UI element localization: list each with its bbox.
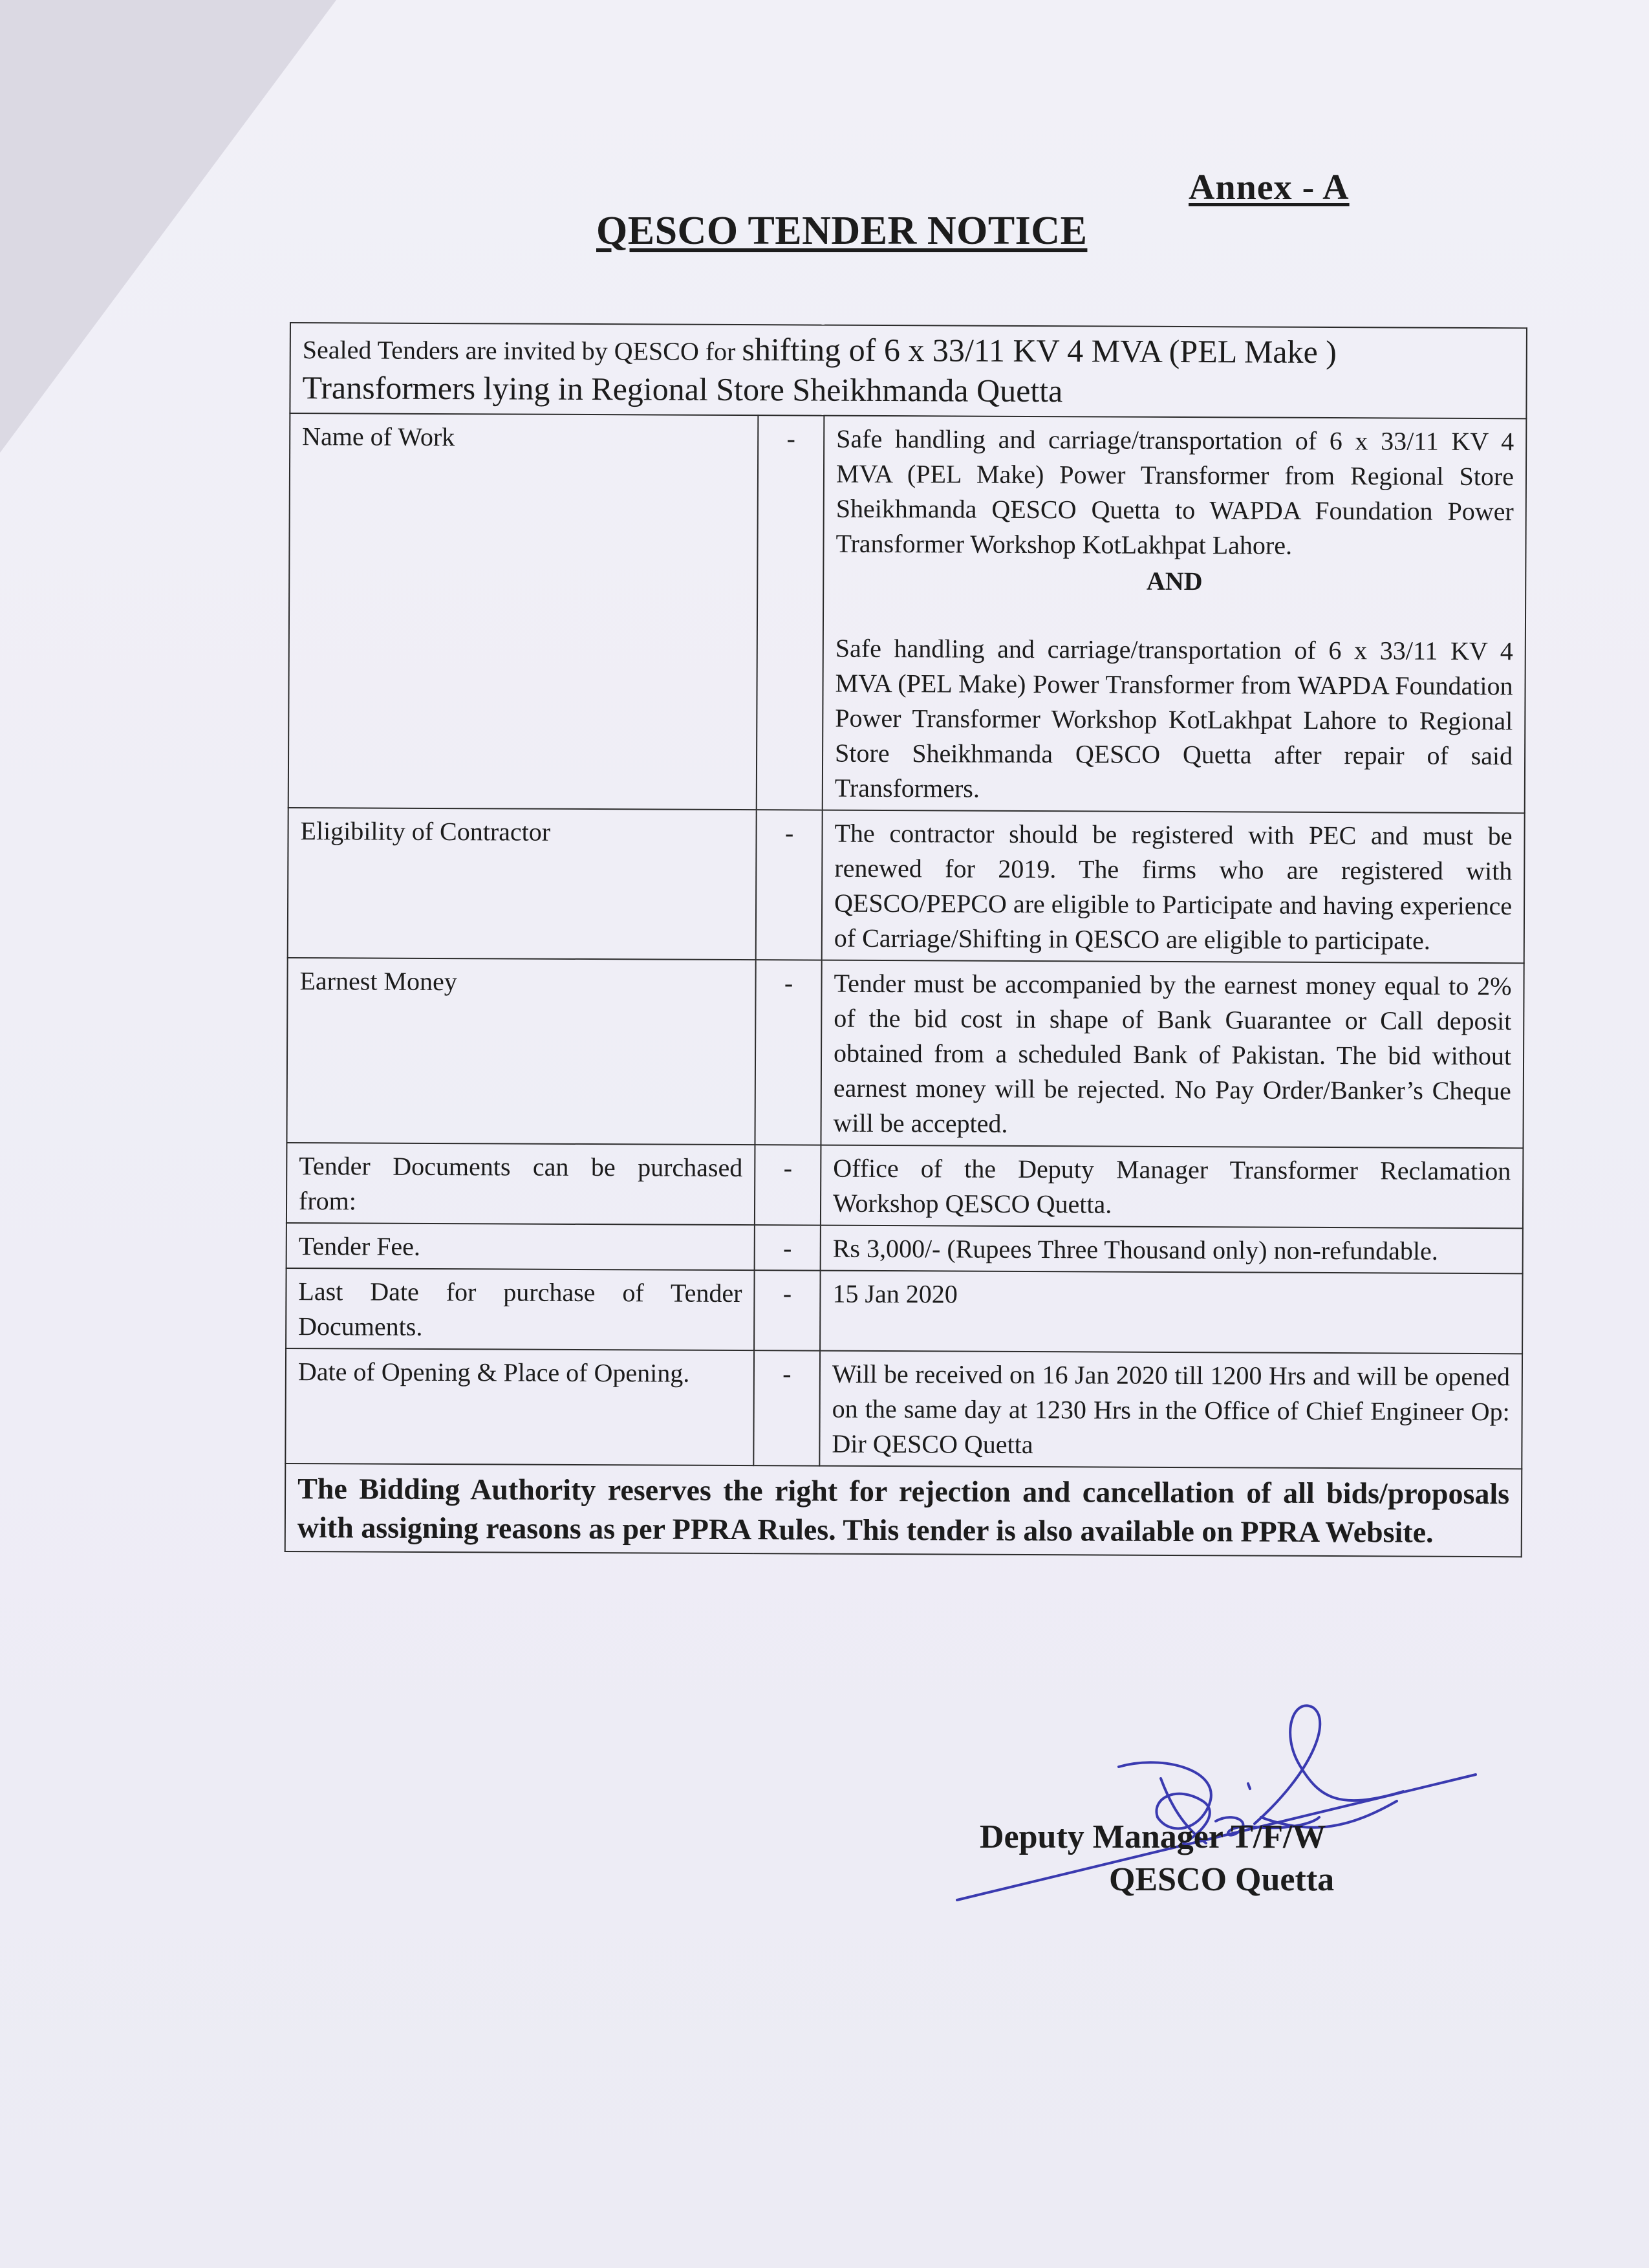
table-row	[288, 808, 1525, 963]
intro-subject-line2: Transformers lying in Regional Store Sheikhmanda Quetta	[302, 369, 1063, 409]
row-detail: Rs 3,000/- (Rupees Three Thousand only) non-refundable.	[821, 1226, 1523, 1274]
intro-row	[290, 323, 1527, 418]
row-label: Last Date for purchase of Tender Documents.	[286, 1268, 755, 1350]
table-row	[286, 1268, 1523, 1354]
tender-table	[285, 322, 1527, 1557]
row-detail: 15 Jan 2020	[820, 1271, 1523, 1354]
intro-subject-line1: shifting of 6 x 33/11 KV 4 MVA (PEL Make )	[742, 331, 1337, 371]
row-dash: -	[755, 1225, 821, 1270]
row-dash: -	[757, 415, 824, 810]
intro-prefix: Sealed Tenders are invited by QESCO for	[302, 335, 742, 367]
row-detail: Tender must be accompanied by the earnest money equal to 2% of the bid cost in shape of Bank Guarantee or Call deposit obtained from a scheduled Bank of Pakistan. The bid without earnest money will be rejected. No Pay Order/Banker’s Cheque will be accepted.	[821, 960, 1524, 1149]
row-detail: The contractor should be registered with PEC and must be renewed for 2019. The firms who are registered with QESCO/PEPCO are eligible to Participate and having experience of Carriage/Shifting in QESCO are eligible to participate.	[822, 810, 1525, 964]
row-detail: Office of the Deputy Manager Transformer Reclamation Workshop QESCO Quetta.	[821, 1145, 1524, 1229]
intro-cell	[290, 323, 1527, 418]
row-dash: -	[753, 1350, 820, 1465]
page-title: QESCO TENDER NOTICE	[596, 209, 1088, 253]
folded-corner	[0, 0, 336, 453]
row-label: Tender Documents can be purchased from:	[286, 1143, 755, 1225]
row-dash: -	[755, 960, 821, 1145]
row-label: Date of Opening & Place of Opening.	[285, 1348, 754, 1465]
table-row	[286, 1223, 1523, 1273]
row-detail: Will be received on 16 Jan 2020 till 1200 Hrs and will be opened on the same day at 1230 Hrs in the Office of Chief Engineer Op: Dir QESCO Quetta	[819, 1351, 1522, 1469]
footer-row	[285, 1463, 1522, 1557]
table-row	[285, 1348, 1522, 1469]
annex-label: Annex - A	[1189, 167, 1350, 208]
signatory-title: Deputy Manager T/F/W	[980, 1819, 1326, 1855]
and-separator: AND	[1146, 566, 1203, 596]
row-label: Name of Work	[288, 413, 759, 810]
signatory-organization: QESCO Quetta	[1109, 1861, 1335, 1898]
work-detail-part1: Safe handling and carriage/transportation of 6 x 33/11 KV 4 MVA (PEL Make) Power Transformer from Regional Store Sheikhmanda QESCO Quetta to WAPDA Foundation Power Transformer Workshop KotLakhpat Lahore.	[835, 424, 1514, 560]
signature-stroke	[1255, 1705, 1403, 1824]
footer-note: The Bidding Authority reserves the right for rejection and cancellation of all bids/proposals with assigning reasons as per PPRA Rules. This tender is also available on PPRA Website.	[285, 1463, 1522, 1557]
signature-stroke	[1248, 1784, 1250, 1789]
table-row	[288, 413, 1527, 813]
table-row	[286, 1143, 1524, 1228]
row-dash: -	[755, 1145, 821, 1225]
row-label: Eligibility of Contractor	[288, 808, 757, 960]
table-row	[286, 958, 1524, 1148]
row-label: Earnest Money	[286, 958, 755, 1145]
row-label: Tender Fee.	[286, 1223, 755, 1270]
row-dash: -	[756, 810, 823, 960]
row-dash: -	[754, 1270, 821, 1350]
row-detail	[823, 416, 1527, 814]
work-detail-part2: Safe handling and carriage/transportation of 6 x 33/11 KV 4 MVA (PEL Make) Power Transformer from WAPDA Foundation Power Transformer Workshop KotLakhpat Lahore to Regional Store Sheikhmanda QESCO Quetta after repair of said Transformers.	[834, 633, 1513, 803]
signatory-block	[980, 1816, 1334, 1901]
